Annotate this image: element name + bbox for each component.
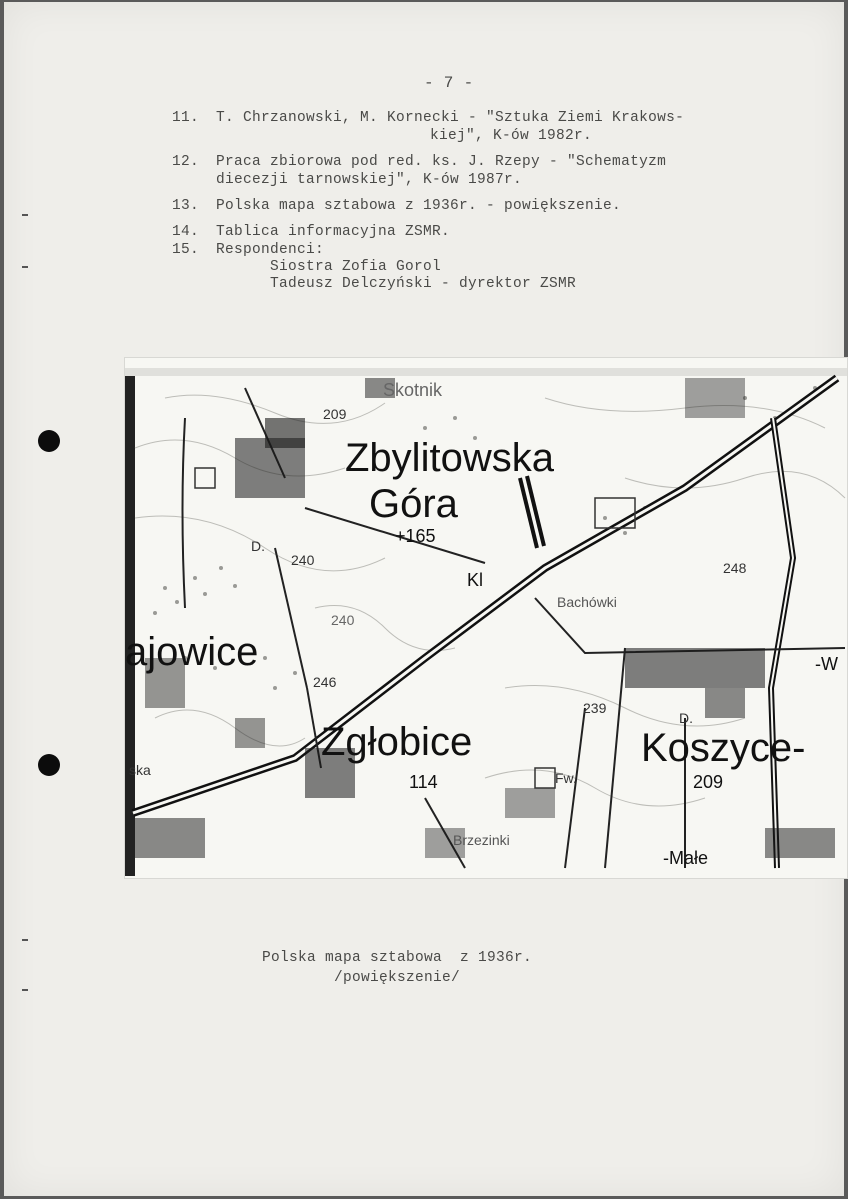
reference-line: Respondenci: bbox=[216, 242, 325, 258]
map-label-elevation: 248 bbox=[723, 560, 747, 576]
margin-mark bbox=[22, 939, 28, 941]
reference-line: Tablica informacyjna ZSMR. bbox=[216, 224, 451, 240]
map-label-bachowki: Bachówki bbox=[557, 594, 617, 610]
map-label-elevation: 239 bbox=[583, 700, 607, 716]
reference-number: 13. bbox=[172, 198, 200, 214]
margin-mark bbox=[22, 266, 28, 268]
map-label-d: D. bbox=[251, 538, 265, 554]
map-label-ska: ska bbox=[129, 762, 151, 778]
map-label-kl: Kl bbox=[467, 570, 484, 590]
reference-line: Praca zbiorowa pod red. ks. J. Rzepy - "Schematyzm bbox=[216, 154, 667, 170]
margin-mark bbox=[22, 214, 28, 216]
map-label-elevation: 209 bbox=[323, 406, 347, 422]
map-label-zglobice: Zgłobice bbox=[321, 720, 473, 764]
reference-line: Polska mapa sztabowa z 1936r. - powiększenie. bbox=[216, 198, 622, 214]
map-label-koszyce: Koszyce- bbox=[641, 726, 806, 770]
punch-hole bbox=[38, 430, 60, 452]
map-label-zbylitowska: Zbylitowska bbox=[345, 436, 554, 480]
reference-number: 11. bbox=[172, 110, 200, 126]
reference-line: kiej", K-ów 1982r. bbox=[430, 128, 593, 144]
map-label-ajowice: ajowice bbox=[125, 630, 259, 674]
reference-12 bbox=[172, 154, 812, 194]
map-label-brzezinki: Brzezinki bbox=[453, 832, 510, 848]
map-caption-subtitle: /powiększenie/ bbox=[334, 970, 461, 986]
margin-mark bbox=[22, 989, 28, 991]
reference-line: T. Chrzanowski, M. Kornecki - "Sztuka Ziemi Krakows- bbox=[216, 110, 685, 126]
map-label-d: D. bbox=[679, 710, 693, 726]
punch-hole bbox=[38, 754, 60, 776]
map-label-elevation: 246 bbox=[313, 674, 337, 690]
map-label-male: -Małe bbox=[663, 848, 709, 868]
map-label-skotnik: Skotnik bbox=[383, 380, 443, 400]
map-caption: Polska mapa sztabowa z 1936r. bbox=[262, 950, 533, 966]
map-label-elevation: 240 bbox=[291, 552, 315, 568]
map-label-elevation: 240 bbox=[331, 612, 355, 628]
map-label-gora: Góra bbox=[369, 482, 458, 526]
reference-line: Tadeusz Delczyński - dyrektor ZSMR bbox=[216, 276, 577, 292]
reference-line: diecezji tarnowskiej", K-ów 1987r. bbox=[216, 172, 523, 188]
map-label-elevation: +165 bbox=[395, 526, 436, 546]
reference-number: 14. bbox=[172, 224, 200, 240]
reference-number: 12. bbox=[172, 154, 200, 170]
map-label-fw: Fw. bbox=[555, 770, 577, 786]
map-label-elevation: 114 bbox=[409, 772, 438, 792]
reference-15 bbox=[172, 242, 812, 302]
map-image bbox=[124, 357, 848, 879]
page-number: - 7 - bbox=[424, 74, 474, 92]
reference-11 bbox=[172, 110, 812, 150]
reference-line: Siostra Zofia Gorol bbox=[216, 259, 442, 275]
map-label-elevation: 209 bbox=[693, 772, 724, 792]
reference-14 bbox=[172, 224, 812, 244]
reference-number: 15. bbox=[172, 242, 200, 258]
reference-13 bbox=[172, 198, 812, 218]
document-page bbox=[4, 2, 844, 1196]
map-label-w: -W bbox=[815, 654, 838, 674]
